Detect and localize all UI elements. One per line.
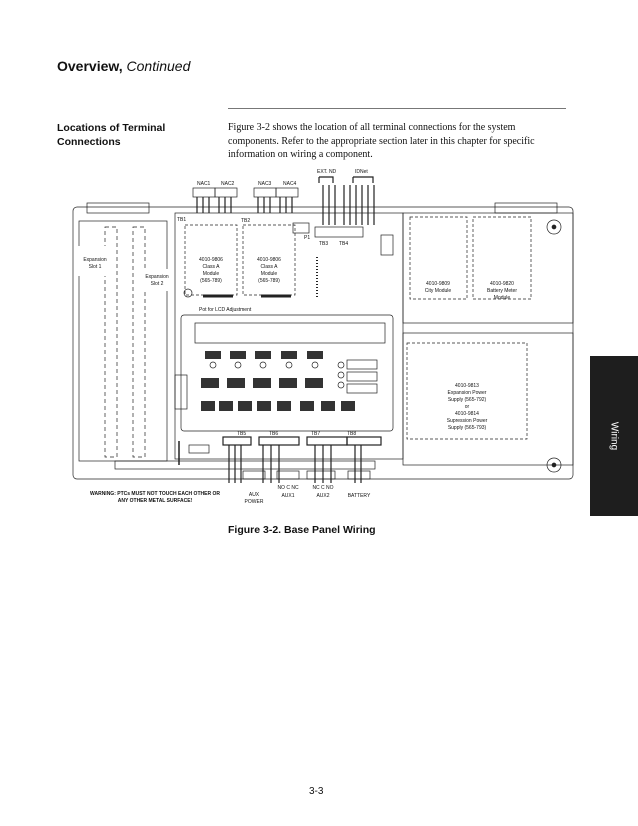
nac-connectors — [193, 188, 298, 213]
class-a-module-1-label: 4010-9806 Class A Module (565-789) — [199, 257, 223, 284]
p1-label: P1 — [304, 235, 311, 241]
tb6-label: TB6 — [269, 431, 279, 437]
base-panel-wiring-figure — [55, 165, 585, 515]
battery-label: BATTERY — [347, 493, 371, 499]
section-rule — [228, 108, 566, 109]
section-body: Figure 3-2 shows the location of all terminal connections for the system components. Refer to the appropriate section later in this chapter for specific information on wiring a component. — [228, 122, 535, 160]
power-supply-bay — [403, 333, 573, 465]
display-keypad-assembly — [181, 315, 393, 431]
pot-label: Pot for LCD Adjustment — [199, 307, 252, 313]
nac1-label: NAC1 — [197, 181, 211, 187]
keypad — [201, 351, 355, 411]
aux2-label: AUX2 — [316, 493, 330, 499]
section-title: Locations of Terminal Connections — [57, 122, 166, 148]
lcd-display — [195, 323, 385, 343]
aux2-terminals: NC C NO — [312, 485, 334, 491]
expansion-slot2-label: Expansion Slot 2 — [145, 274, 169, 287]
page-heading: Overview, Continued — [57, 58, 191, 74]
tb2-label: TB2 — [241, 218, 251, 224]
battery-meter-label: 4010-9820 Battery Meter Module — [486, 281, 518, 301]
nac3-label: NAC3 — [258, 181, 272, 187]
keypad-leds — [210, 360, 377, 393]
city-module-label: 4010-9809 City Module — [424, 281, 452, 294]
nac4-label: NAC4 — [283, 181, 297, 187]
class-a-module-2-label: 4010-9806 Class A Module (565-789) — [257, 257, 281, 284]
page-number: 3-3 — [309, 786, 324, 797]
section-tab-label: Wiring — [608, 421, 620, 451]
power-supply-label: 4010-9813 Expansion Power Supply (565-792) or 4010-9814 Supression Power Supply (565-793) — [446, 383, 488, 431]
tb3-tb4-block — [315, 227, 363, 237]
tb1-label: TB1 — [177, 217, 187, 223]
idnet-label: IDNet — [355, 169, 368, 175]
cpu-board — [175, 213, 403, 459]
bottom-terminals — [223, 437, 381, 483]
aux1-terminals: NO C NC — [277, 485, 299, 491]
aux-power-label: AUX POWER — [244, 492, 264, 505]
nac2-label: NAC2 — [221, 181, 235, 187]
tb7-label: TB7 — [311, 431, 321, 437]
figure-caption: Figure 3-2. Base Panel Wiring — [228, 524, 376, 536]
tb4-label: TB4 — [339, 241, 349, 247]
expansion-slot1-label: Expansion Slot 1 — [83, 257, 107, 270]
tb8-label: TB8 — [347, 431, 357, 437]
tb3-label: TB3 — [319, 241, 329, 247]
tb5-label: TB5 — [237, 431, 247, 437]
aux1-label: AUX1 — [281, 493, 295, 499]
ext-nd-idnet-wires — [319, 177, 374, 225]
ext-nd-label: EXT. ND — [317, 169, 337, 175]
ptc-warning: WARNING: PTCs MUST NOT TOUCH EACH OTHER OR ANY OTHER METAL SURFACE! — [90, 491, 220, 504]
section-tab — [590, 356, 638, 516]
